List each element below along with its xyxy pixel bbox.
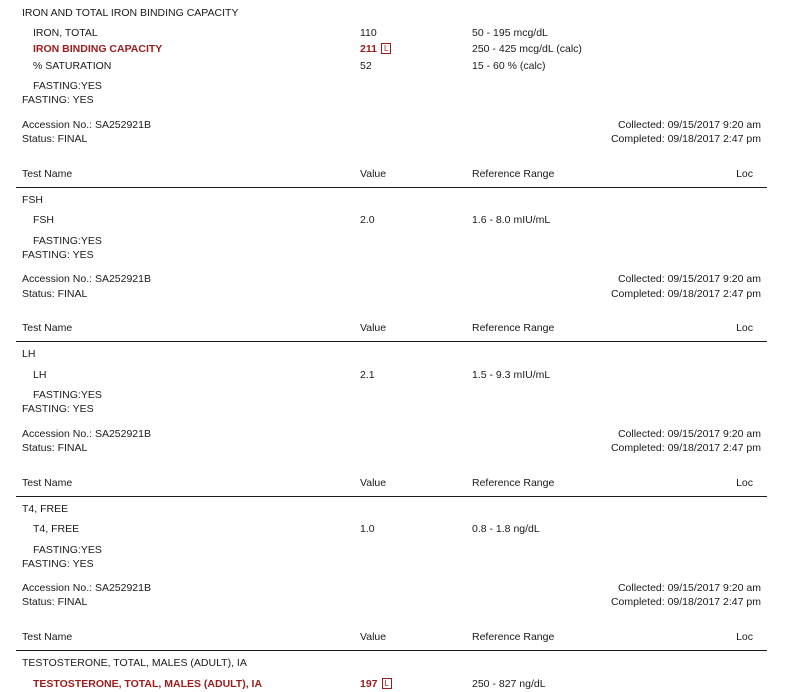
- test-value: 2.1: [360, 369, 375, 381]
- accession-number: Accession No.: SA252921B: [22, 119, 151, 131]
- test-value: 2.0: [360, 214, 375, 226]
- fasting-note-indented: FASTING:YES: [33, 80, 102, 92]
- header-value: Value: [360, 631, 387, 643]
- fasting-note: FASTING: YES: [22, 558, 94, 570]
- header-loc: Loc: [736, 168, 753, 180]
- fasting-note: FASTING: YES: [22, 403, 94, 415]
- low-flag-badge: L: [382, 678, 392, 689]
- reference-range: 15 - 60 % (calc): [472, 60, 546, 72]
- header-value: Value: [360, 322, 387, 334]
- header-loc: Loc: [736, 631, 753, 643]
- status: Status: FINAL: [22, 288, 88, 300]
- reference-range: 1.6 - 8.0 mIU/mL: [472, 214, 551, 226]
- header-value: Value: [360, 168, 387, 180]
- collected-date: Collected: 09/15/2017 9:20 am: [617, 582, 761, 594]
- collected-date: Collected: 09/15/2017 9:20 am: [617, 273, 761, 285]
- accession-number: Accession No.: SA252921B: [22, 582, 151, 594]
- test-value: 52: [360, 60, 372, 72]
- reference-range: 1.5 - 9.3 mIU/mL: [472, 369, 551, 381]
- header-loc: Loc: [736, 322, 753, 334]
- status: Status: FINAL: [22, 133, 88, 145]
- header-loc: Loc: [736, 477, 753, 489]
- test-name-abnormal: IRON BINDING CAPACITY: [33, 43, 163, 55]
- reference-range: 250 - 425 mcg/dL (calc): [472, 43, 582, 55]
- test-name: T4, FREE: [33, 523, 80, 535]
- fasting-note-indented: FASTING:YES: [33, 389, 102, 401]
- test-value-abnormal: [360, 678, 392, 691]
- panel-title: TESTOSTERONE, TOTAL, MALES (ADULT), IA: [22, 657, 247, 669]
- accession-number: Accession No.: SA252921B: [22, 273, 151, 285]
- fasting-note: FASTING: YES: [22, 249, 94, 261]
- value-text: 211: [360, 43, 377, 55]
- header-value: Value: [360, 477, 387, 489]
- panel-title: FSH: [22, 194, 43, 206]
- test-name: % SATURATION: [33, 60, 112, 72]
- panel-title: LH: [22, 348, 36, 360]
- completed-date: Completed: 09/18/2017 2:47 pm: [610, 288, 761, 300]
- header-divider: [16, 187, 767, 188]
- status: Status: FINAL: [22, 596, 88, 608]
- completed-date: Completed: 09/18/2017 2:47 pm: [610, 133, 761, 145]
- test-value: 110: [360, 27, 377, 39]
- test-value: 1.0: [360, 523, 375, 535]
- header-test-name: Test Name: [22, 631, 73, 643]
- header-test-name: Test Name: [22, 322, 73, 334]
- fasting-note-indented: FASTING:YES: [33, 544, 102, 556]
- fasting-note-indented: FASTING:YES: [33, 235, 102, 247]
- completed-date: Completed: 09/18/2017 2:47 pm: [610, 596, 761, 608]
- low-flag-badge: L: [381, 43, 391, 54]
- header-reference-range: Reference Range: [472, 477, 555, 489]
- test-value-abnormal: [360, 43, 391, 56]
- status: Status: FINAL: [22, 442, 88, 454]
- header-reference-range: Reference Range: [472, 322, 555, 334]
- panel-title: IRON AND TOTAL IRON BINDING CAPACITY: [22, 7, 239, 19]
- test-name: FSH: [33, 214, 54, 226]
- completed-date: Completed: 09/18/2017 2:47 pm: [610, 442, 761, 454]
- reference-range: 0.8 - 1.8 ng/dL: [472, 523, 540, 535]
- panel-title: T4, FREE: [22, 503, 69, 515]
- test-name: LH: [33, 369, 47, 381]
- value-text: 197: [360, 678, 378, 690]
- test-name: IRON, TOTAL: [33, 27, 98, 39]
- header-reference-range: Reference Range: [472, 168, 555, 180]
- reference-range: 50 - 195 mcg/dL: [472, 27, 548, 39]
- accession-number: Accession No.: SA252921B: [22, 428, 151, 440]
- header-divider: [16, 341, 767, 342]
- collected-date: Collected: 09/15/2017 9:20 am: [617, 428, 761, 440]
- header-test-name: Test Name: [22, 168, 73, 180]
- test-name-abnormal: TESTOSTERONE, TOTAL, MALES (ADULT), IA: [33, 678, 263, 690]
- header-divider: [16, 650, 767, 651]
- collected-date: Collected: 09/15/2017 9:20 am: [617, 119, 761, 131]
- header-test-name: Test Name: [22, 477, 73, 489]
- fasting-note: FASTING: YES: [22, 94, 94, 106]
- header-reference-range: Reference Range: [472, 631, 555, 643]
- reference-range: 250 - 827 ng/dL: [472, 678, 546, 690]
- header-divider: [16, 496, 767, 497]
